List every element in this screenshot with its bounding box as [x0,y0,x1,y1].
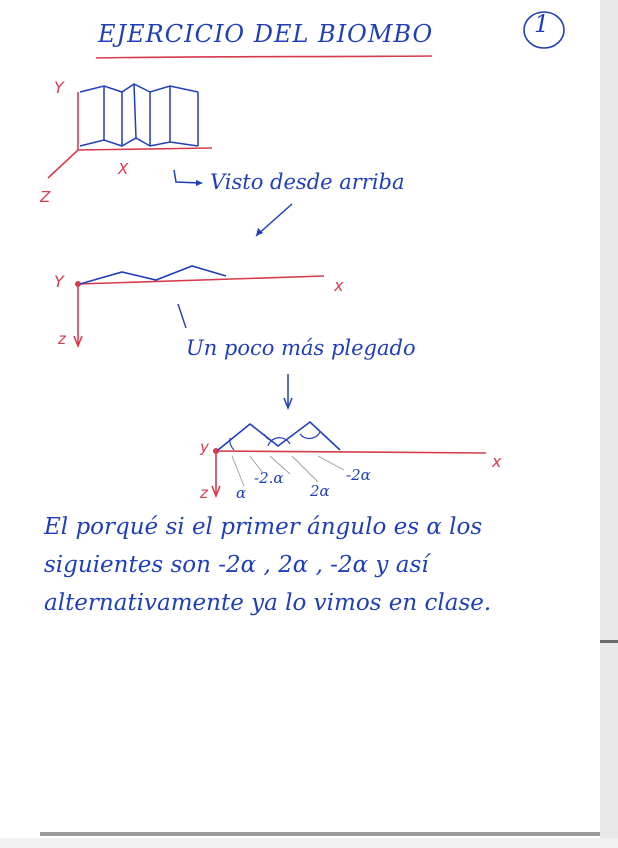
folded-zigzag [218,422,340,450]
explanation-paragraph: El porqué si el primer ángulo es α los siguientes son -2α , 2α , -2α y así alternativamente ya lo vimos en clase. [44,514,492,616]
top-view-y-label: Y [54,272,64,291]
top-view-x-label: x [334,276,344,295]
top-view-z-label: z [58,330,66,348]
folded-y-label: y [200,438,209,456]
angle-arcs [230,432,320,450]
title-underline [96,56,432,58]
caption-top-view: Visto desde arriba [210,170,405,194]
top-view-x-axis [78,276,324,284]
folded-z-label: z [200,484,208,502]
angle-label-alpha: α [236,484,247,502]
angle-label-minus-2alpha-2: -2α [346,466,371,484]
folding-screen-3d [80,84,198,146]
angle-label-minus-2alpha-1: -2.α [254,469,284,487]
arrow-down-left [256,204,292,236]
axis-x-label: X [118,160,129,178]
axes-3d-lines [48,92,212,178]
axis-z-label: Z [40,188,51,206]
page-title: EJERCICIO DEL BIOMBO [98,20,434,48]
arrow-small [178,304,186,328]
folded-x-axis [216,451,486,453]
angle-label-2alpha: 2α [310,482,330,500]
axis-y-label: Y [54,78,64,97]
page-number: 1 [534,10,550,38]
folded-x-label: x [492,452,502,471]
caption-folded: Un poco más plegado [186,336,416,360]
